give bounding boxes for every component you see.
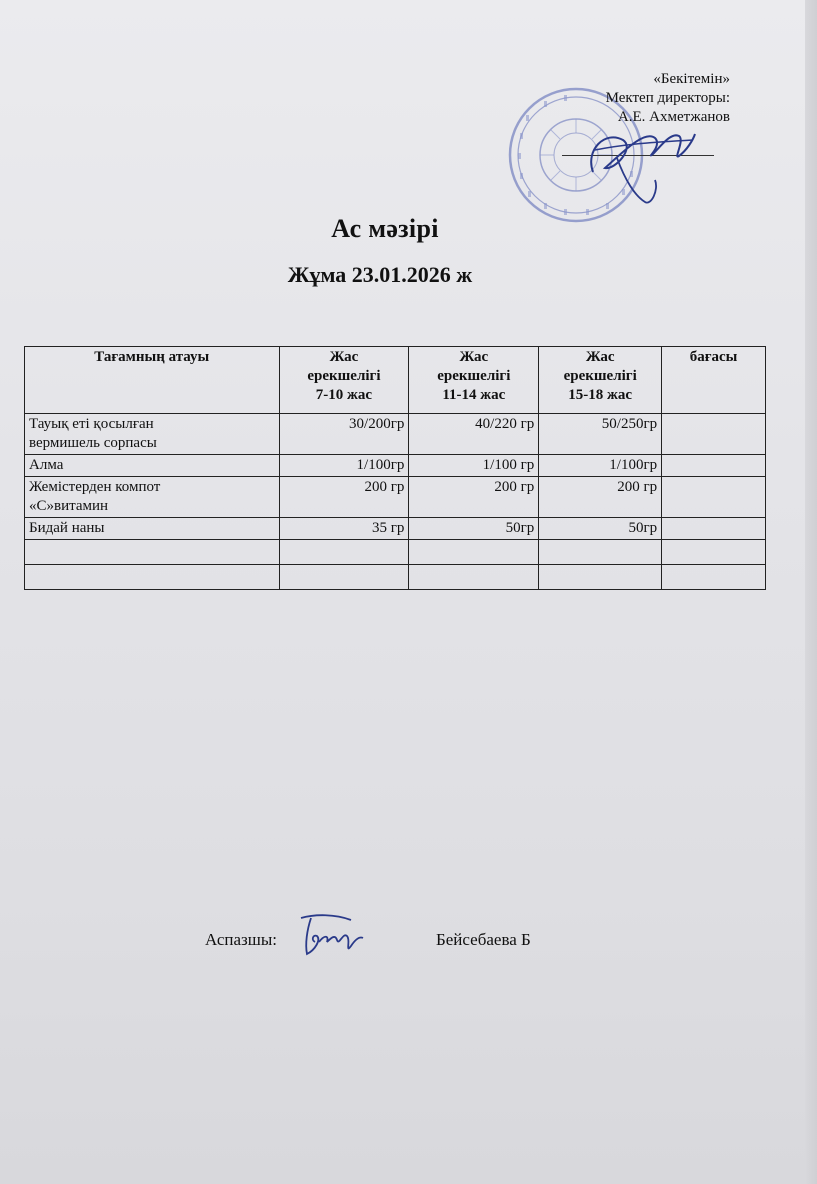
page-date: Жұма 23.01.2026 ж [287, 262, 473, 287]
approval-director-name: А.Е. Ахметжанов [617, 109, 730, 125]
dish-name: Алма [25, 455, 280, 477]
portion-age-15-18: 50гр [539, 518, 662, 540]
empty-table-row [25, 540, 766, 565]
header-dish-name: Тағамның атауы [25, 347, 280, 414]
portion-age-15-18: 1/100гр [539, 455, 662, 477]
portion-age-7-10: 200 гр [279, 477, 409, 518]
header-price: бағасы [662, 347, 766, 414]
dish-name: Жемістерден компот «С»витамин [25, 477, 280, 518]
approval-heading: «Бекітемін» [653, 71, 730, 87]
page-title: Ас мәзірі [331, 214, 439, 243]
portion-age-7-10: 1/100гр [279, 455, 409, 477]
cook-label: Аспазшы: [205, 930, 277, 949]
portion-age-15-18: 50/250гр [539, 414, 662, 455]
table-header-row [25, 347, 766, 414]
portion-age-15-18: 200 гр [539, 477, 662, 518]
price-cell [662, 518, 766, 540]
director-signature-icon [575, 110, 700, 210]
empty-table-row [25, 565, 766, 590]
table-row [25, 455, 766, 477]
header-age-7-10: Жас ерекшелігі 7-10 жас [279, 347, 409, 414]
portion-age-11-14: 200 гр [409, 477, 539, 518]
table-row [25, 414, 766, 455]
dish-name: Тауық еті қосылған вермишель сорпасы [25, 414, 280, 455]
header-age-11-14: Жас ерекшелігі 11-14 жас [409, 347, 539, 414]
price-cell [662, 455, 766, 477]
portion-age-11-14: 1/100 гр [409, 455, 539, 477]
price-cell [662, 477, 766, 518]
menu-table [24, 346, 766, 590]
portion-age-7-10: 35 гр [279, 518, 409, 540]
portion-age-7-10: 30/200гр [279, 414, 409, 455]
cook-name: Бейсебаева Б [436, 930, 531, 949]
cook-signature-icon [295, 910, 367, 960]
approval-position: Мектеп директоры: [605, 90, 730, 106]
dish-name: Бидай наны [25, 518, 280, 540]
header-age-15-18: Жас ерекшелігі 15-18 жас [539, 347, 662, 414]
price-cell [662, 414, 766, 455]
portion-age-11-14: 50гр [409, 518, 539, 540]
page-edge [805, 0, 817, 1184]
table-row [25, 477, 766, 518]
table-row [25, 518, 766, 540]
portion-age-11-14: 40/220 гр [409, 414, 539, 455]
